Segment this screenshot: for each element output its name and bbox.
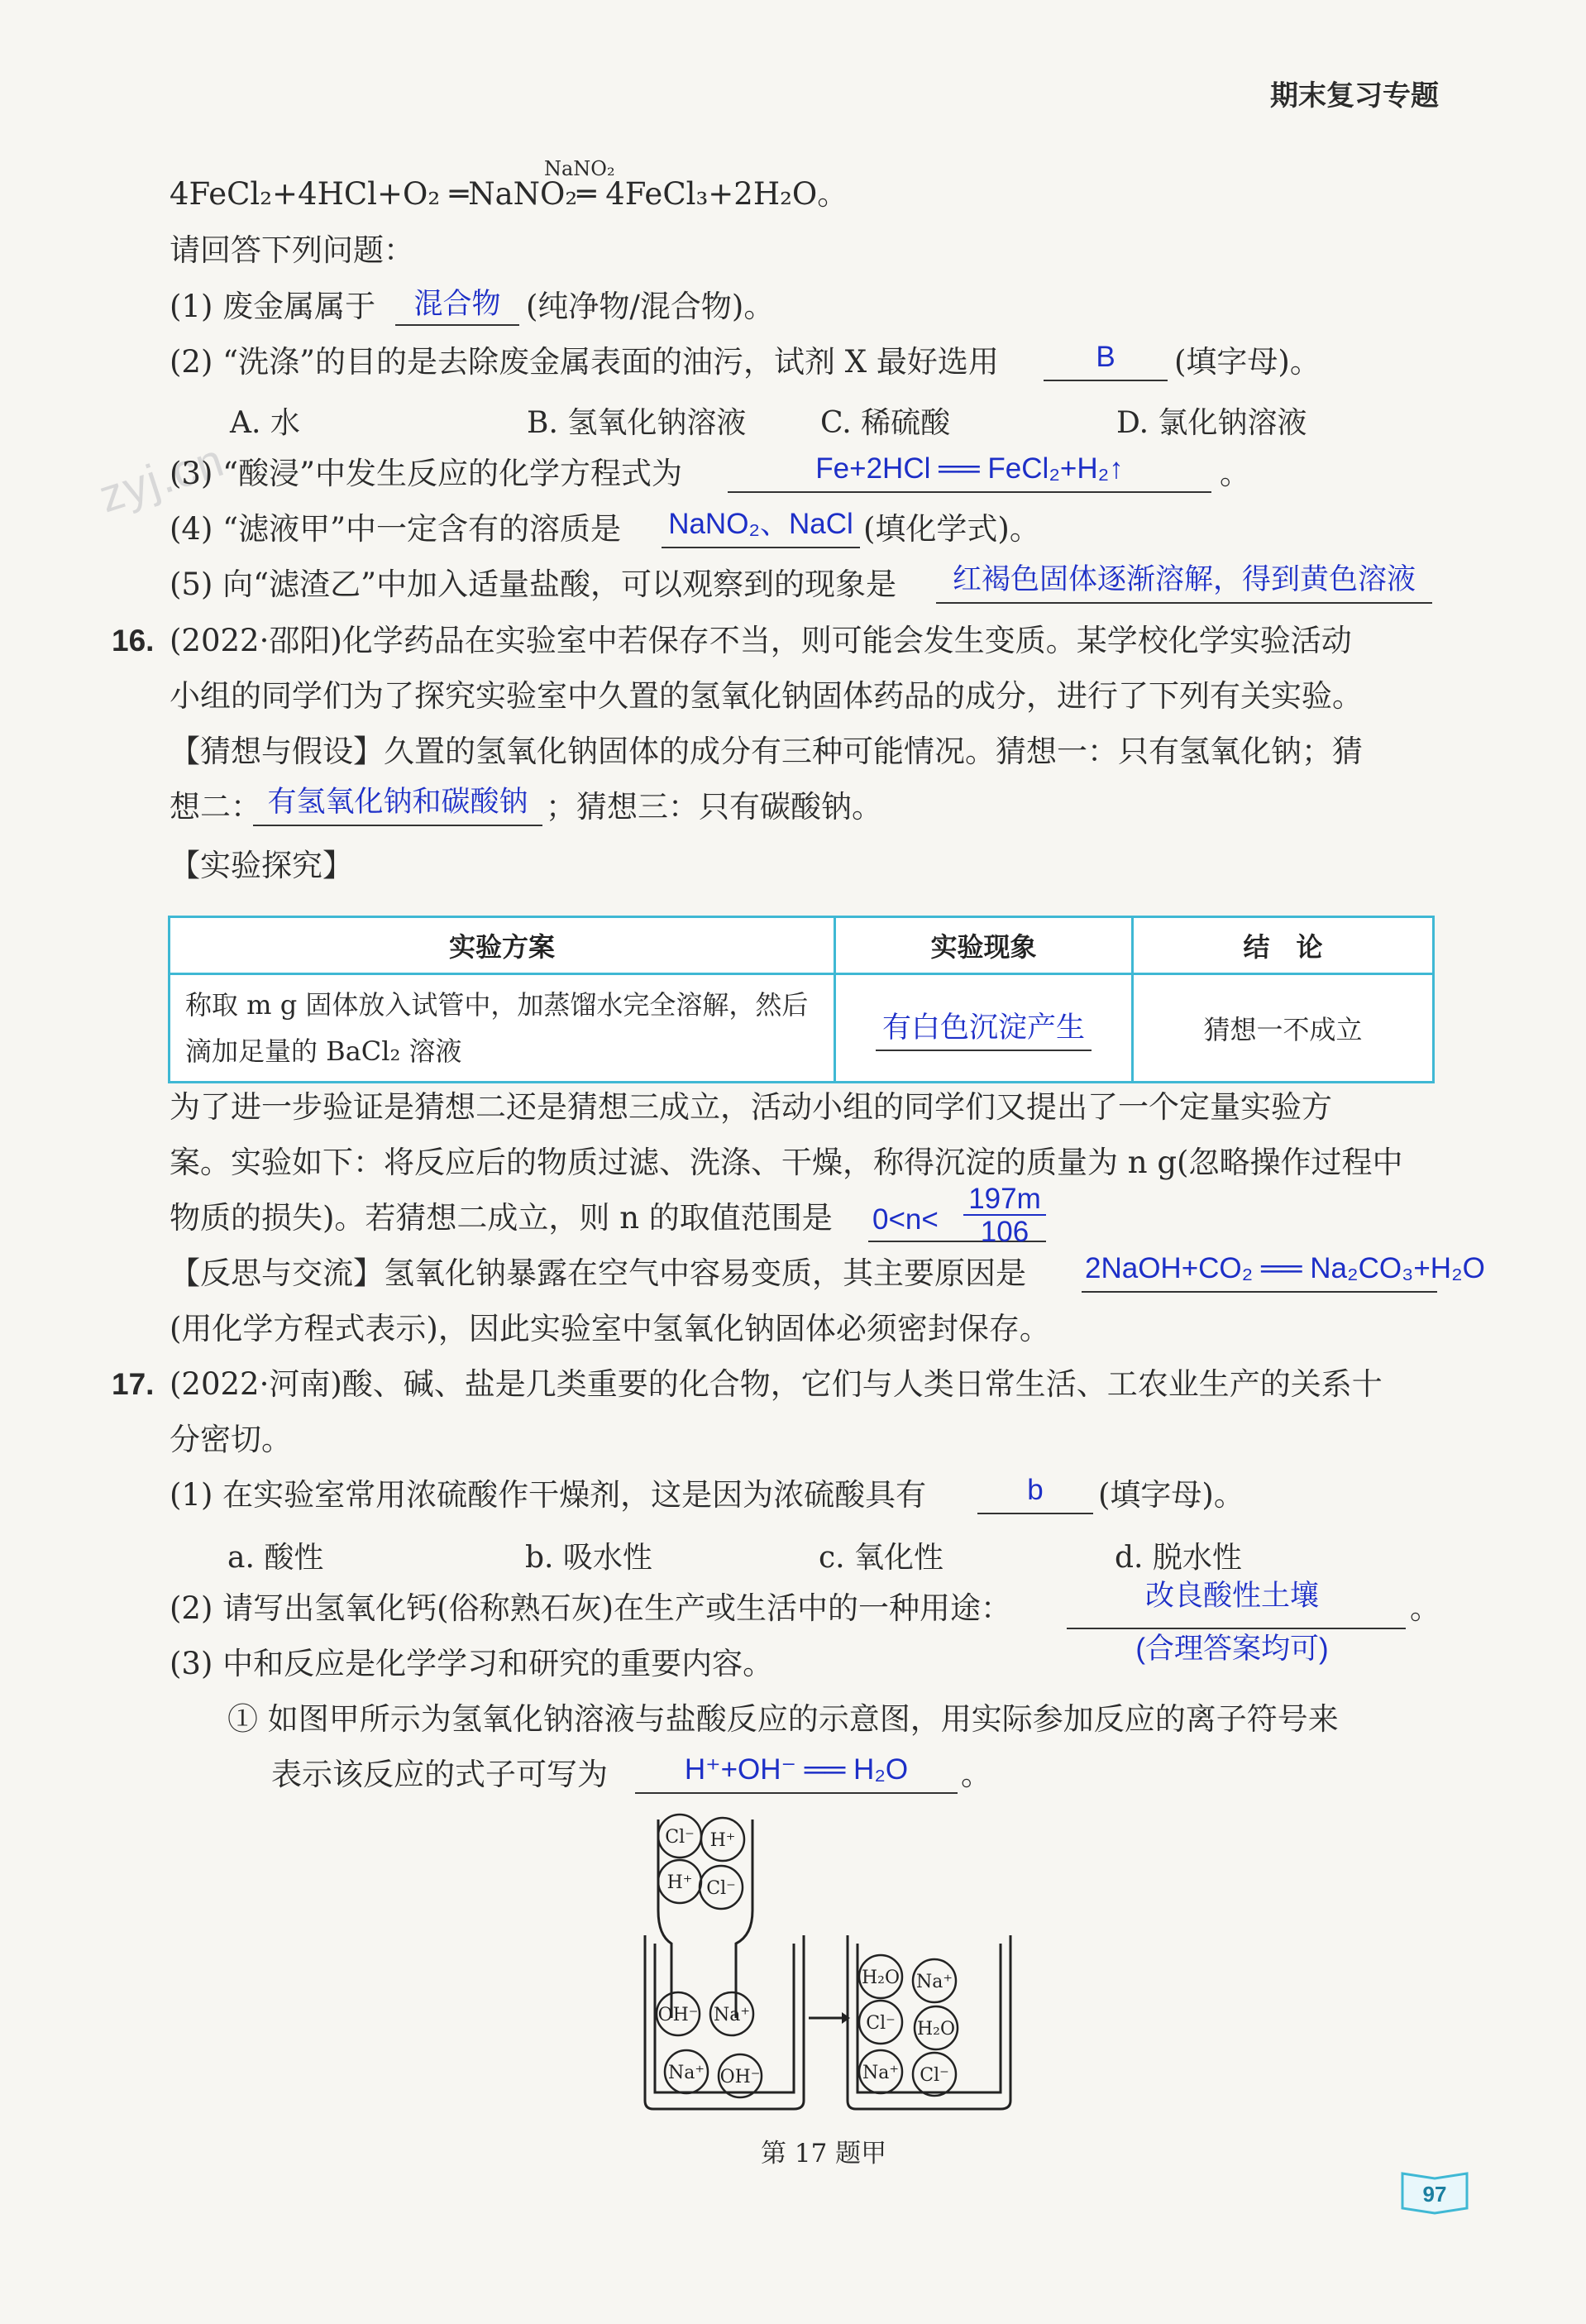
ion-label: Na⁺	[668, 2063, 705, 2083]
q15-part2-tail: (填字母)。	[1174, 344, 1321, 380]
funnel-right-wall	[736, 1820, 752, 2018]
q15-part5-text: (5) 向“滤渣乙”中加入适量盐酸，可以观察到的现象是	[170, 567, 897, 602]
watermark: zyj.cn	[93, 433, 232, 523]
q17-part2-text: (2) 请写出氢氧化钙(俗称熟石灰)在生产或生活中的一种用途：	[170, 1590, 1012, 1626]
q17-part3-text: (3) 中和反应是化学学习和研究的重要内容。	[170, 1646, 774, 1681]
q15-part4-answer: NaNO₂、NaCl	[668, 508, 853, 540]
q15-part5-answer: 红褐色固体逐渐溶解，得到黄色溶液	[952, 563, 1416, 595]
q15-option-d: D. 氯化钠溶液	[1116, 406, 1307, 440]
q17-line1: (2022·河南)酸、碱、盐是几类重要的化合物，它们与人类日常生活、工农业生产的关系十	[170, 1366, 1383, 1402]
table-scheme-line1: 称取 m g 固体放入试管中，加蒸馏水完全溶解，然后	[185, 989, 809, 1021]
q16-number: 16.	[112, 624, 155, 658]
q15-part1-blank	[395, 324, 519, 326]
q17-part2-period: 。	[1410, 1590, 1440, 1626]
q16-quant-line1: 为了进一步验证是猜想二还是猜想三成立，活动小组的同学们又提出了一个定量实验方	[170, 1089, 1332, 1125]
q17-part1-answer: b	[1027, 1474, 1044, 1506]
q15-part5-blank	[936, 602, 1432, 604]
q16-quant-line3: 物质的损失)。若猜想二成立，则 n 的取值范围是	[170, 1200, 833, 1236]
table-cell-phenomenon	[835, 974, 1133, 1083]
ion-label: H⁺	[666, 1872, 693, 1893]
q17-sub1-blank	[635, 1792, 958, 1794]
q17-option-c: c. 氧化性	[819, 1541, 944, 1575]
q15-part2-blank	[1044, 380, 1168, 381]
ion-label: Cl⁻	[920, 2065, 949, 2086]
q17-option-d: d. 脱水性	[1115, 1541, 1242, 1575]
q17-part1-blank	[977, 1513, 1093, 1514]
ion-label: Na⁺	[714, 2005, 750, 2025]
q16-range-answer: 0<n<	[872, 1203, 939, 1236]
q16-range-denominator: 106	[980, 1216, 1029, 1248]
q17-part1-text: (1) 在实验室常用浓硫酸作干燥剂，这是因为浓硫酸具有	[170, 1477, 927, 1513]
q15-part4-blank	[662, 547, 860, 548]
ion-label: Cl⁻	[706, 1878, 736, 1899]
q17-sub1-line2: 表示该反应的式子可写为	[271, 1757, 608, 1792]
table-phenomenon-answer: 有白色沉淀产生	[876, 1005, 1092, 1051]
q16-reflect-text: 【反思与交流】氢氧化钠暴露在空气中容易变质，其主要原因是	[170, 1255, 1026, 1291]
prompt-text: 请回答下列问题：	[170, 232, 414, 268]
page-number-badge	[1397, 2167, 1472, 2216]
q17-sub1-answer: H⁺+OH⁻ ══ H₂O	[684, 1753, 909, 1786]
q17-part2-answer: 改良酸性土壤	[1144, 1580, 1319, 1612]
equation-catalyst: NaNO₂	[544, 157, 615, 180]
q16-reflect-answer: 2NaOH+CO₂ ══ Na₂CO₃+H₂O	[1085, 1252, 1485, 1284]
intro-equation	[170, 175, 848, 213]
q16-hypothesis-blank	[253, 825, 542, 826]
table-header-conclusion: 结 论	[1133, 917, 1434, 974]
q15-part2-text: (2) “洗涤”的目的是去除废金属表面的油污，试剂 X 最好选用	[170, 344, 999, 380]
table-header-scheme: 实验方案	[170, 917, 835, 974]
q15-part3-text: (3) “酸浸”中发生反应的化学方程式为	[170, 456, 683, 491]
q15-option-a: A. 水	[230, 406, 300, 440]
ion-label: OH⁻	[657, 2005, 699, 2025]
q15-part3-answer: Fe+2HCl ══ FeCl₂+H₂↑	[815, 452, 1124, 485]
ion-label: H⁺	[709, 1830, 736, 1851]
q17-line2: 分密切。	[170, 1422, 292, 1457]
equation-text: 4FeCl₂+4HCl+O₂ ═NaNO₂═ 4FeCl₃+2H₂O。	[170, 176, 848, 212]
reaction-diagram	[628, 1811, 1017, 2126]
q17-sub1-period: 。	[961, 1757, 991, 1792]
q16-line1: (2022·邵阳)化学药品在实验室中若保存不当，则可能会发生变质。某学校化学实验活动	[170, 623, 1352, 658]
page-number: 97	[1422, 2182, 1447, 2207]
q16-explore-heading: 【实验探究】	[170, 848, 353, 883]
ion-label: Cl⁻	[866, 2013, 896, 2034]
ion-label: Na⁺	[862, 2063, 899, 2083]
q15-part1-text: (1) 废金属属于	[170, 289, 376, 324]
q16-range-numerator: 197m	[963, 1184, 1046, 1216]
table-cell-conclusion: 猜想一不成立	[1133, 974, 1434, 1083]
ion-label: H₂O	[916, 2019, 956, 2039]
q17-option-a: a. 酸性	[227, 1541, 324, 1575]
q15-part4-tail: (填化学式)。	[863, 511, 1040, 547]
q15-part4-text: (4) “滤液甲”中一定含有的溶质是	[170, 511, 622, 547]
table-scheme-line2: 滴加足量的 BaCl₂ 溶液	[185, 1035, 462, 1067]
experiment-table	[168, 916, 1435, 1083]
q16-hypothesis-line1: 【猜想与假设】久置的氢氧化钠固体的成分有三种可能情况。猜想一：只有氢氧化钠；猜	[170, 734, 1363, 769]
q16-hypothesis-tail: ；猜想三：只有碳酸钠。	[546, 789, 882, 825]
q16-reflect-blank	[1082, 1291, 1437, 1293]
q17-sub1-line1: ① 如图甲所示为氢氧化钠溶液与盐酸反应的示意图，用实际参加反应的离子符号来	[227, 1701, 1339, 1737]
q17-part2-blank	[1067, 1628, 1406, 1629]
q17-part2-note: (合理答案均可)	[1135, 1633, 1329, 1665]
q16-quant-line2: 案。实验如下：将反应后的物质过滤、洗涤、干燥，称得沉淀的质量为 n g(忽略操作过程中	[170, 1145, 1403, 1180]
table-header-phenomenon: 实验现象	[835, 917, 1133, 974]
page-header-title: 期末复习专题	[1270, 80, 1439, 112]
q15-part3-period: 。	[1220, 456, 1250, 491]
q16-hypothesis-prefix: 想二：	[170, 789, 261, 825]
q15-part3-blank	[728, 491, 1211, 493]
q15-part1-answer: 混合物	[413, 288, 501, 320]
q17-number: 17.	[112, 1367, 155, 1401]
ion-label: OH⁻	[719, 2067, 761, 2087]
funnel-left-wall	[658, 1820, 671, 2018]
table-cell-scheme	[170, 974, 835, 1083]
q15-part2-answer: B	[1096, 341, 1115, 373]
ion-label: Na⁺	[916, 1972, 953, 1992]
q15-part1-tail: (纯净物/混合物)。	[526, 289, 775, 324]
q16-reflect-tail: (用化学方程式表示)，因此实验室中氢氧化钠固体必须密封保存。	[170, 1311, 1050, 1346]
ion-label: H₂O	[861, 1968, 900, 1988]
q15-option-c: C. 稀硫酸	[820, 406, 951, 440]
ion-label: Cl⁻	[665, 1827, 695, 1848]
q16-line2: 小组的同学们为了探究实验室中久置的氢氧化钠固体药品的成分，进行了下列有关实验。	[170, 678, 1363, 714]
figure-caption: 第 17 题甲	[761, 2139, 887, 2169]
q16-hypothesis-answer: 有氢氧化钠和碳酸钠	[267, 786, 528, 818]
q15-option-b: B. 氢氧化钠溶液	[527, 406, 747, 440]
q17-part1-tail: (填字母)。	[1098, 1477, 1244, 1513]
q17-option-b: b. 吸水性	[525, 1541, 652, 1575]
